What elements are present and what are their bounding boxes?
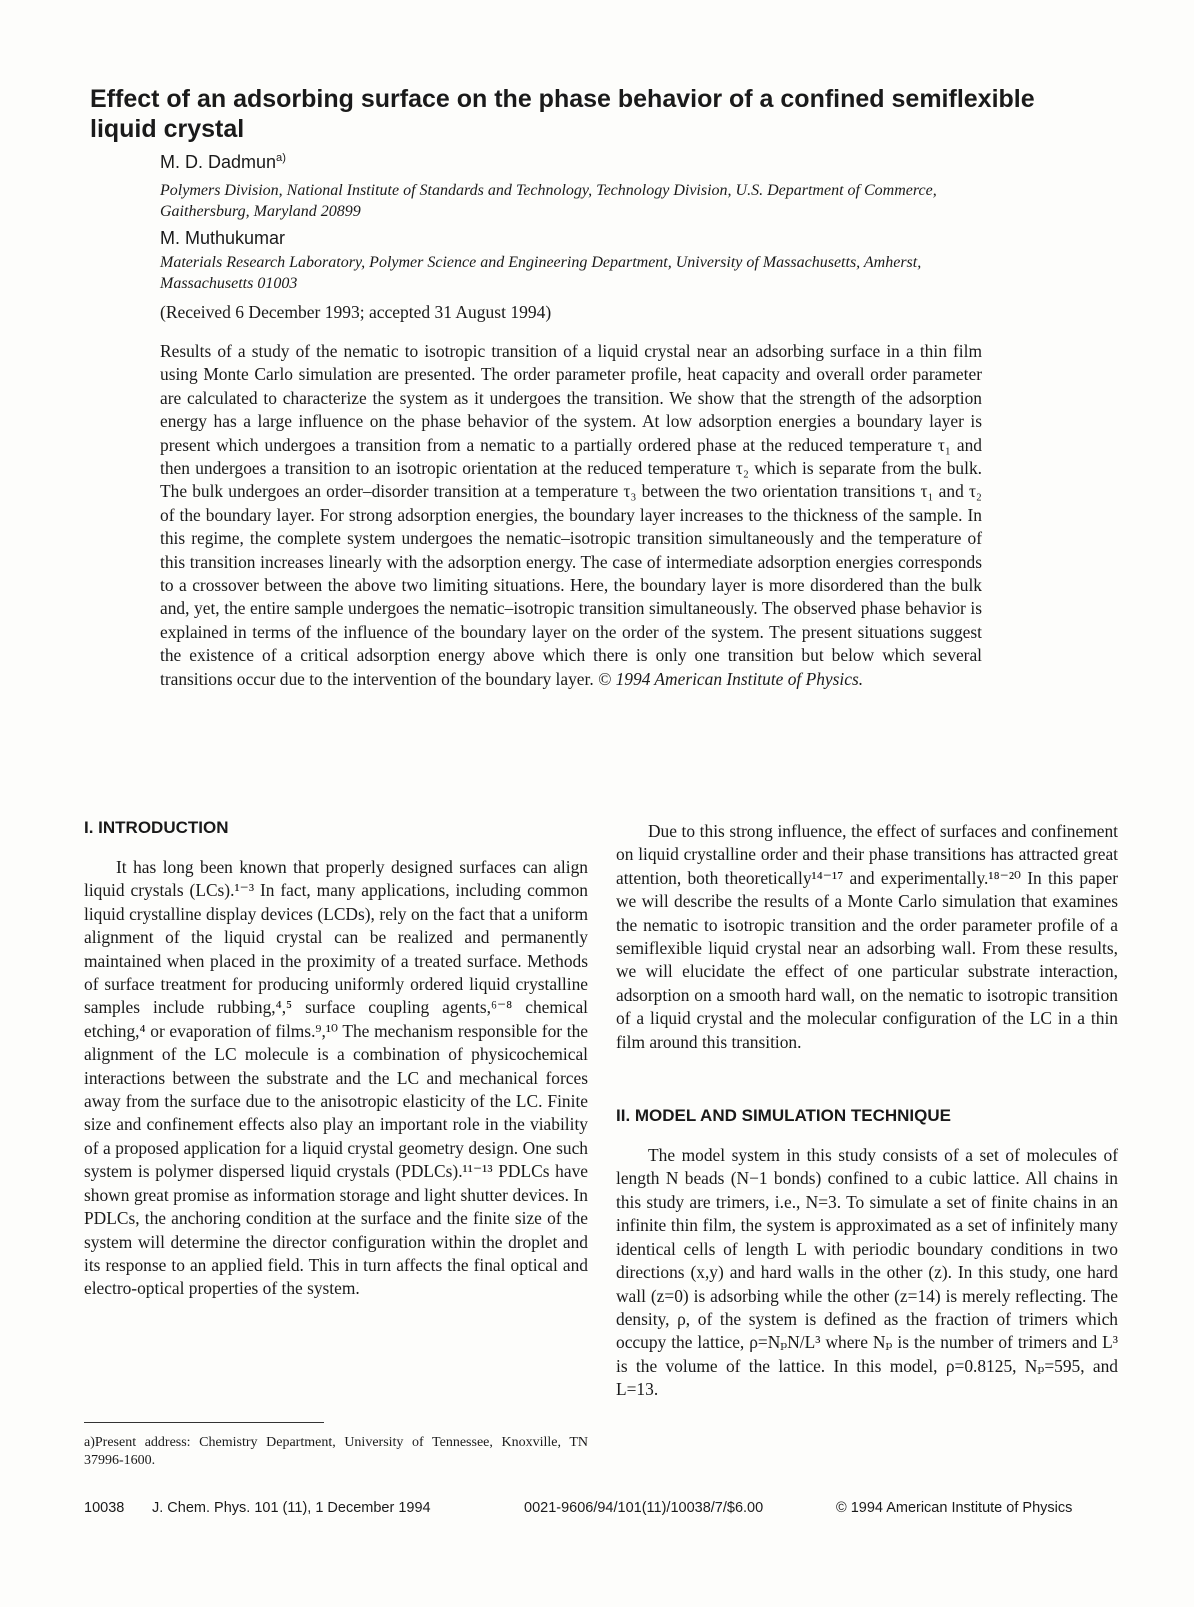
abstract (160, 340, 982, 691)
abstract-text: Results of a study of the nematic to isotropic transition of a liquid crystal near an adsorbing surface in a thin film using Monte Carlo simulation are presented. The order parameter profile, heat capacity and overall order parameter are calculated to characterize the system as it undergoes the transition. We show that the strength of the adsorption energy has a large influence on the phase behavior of the system. At low adsorption energies a boundary layer is present which undergoes a transition from a nematic to a partially ordered phase at the reduced temperature τ₁ and then undergoes a transition to an isotropic orientation at the reduced temperature τ₂ which is separate from the bulk. The bulk undergoes an order–disorder transition at a temperature τ₃ between the two orientation transitions τ₁ and τ₂ of the boundary layer. For strong adsorption energies, the boundary layer increases to the thickness of the sample. In this regime, the complete system undergoes the nematic–isotropic transition simultaneously and the temperature of this transition increases linearly with the adsorption energy. The case of intermediate adsorption energies corresponds to a crossover between the above two limiting situations. Here, the boundary layer is more disordered than the bulk and, yet, the entire sample undergoes the nematic–isotropic transition simultaneously. The observed phase behavior is explained in terms of the influence of the boundary layer on the order of the system. The present situations suggest the existence of a critical adsorption energy above which there is only one transition but below which several transitions occur due to the intervention of the boundary layer. (160, 341, 982, 689)
footnote: a)Present address: Chemistry Department, University of Tennessee, Knoxville, TN 37996-1600. (84, 1435, 588, 1468)
right-column (616, 820, 1118, 1402)
footer-journal: J. Chem. Phys. 101 (11), 1 December 1994 (152, 1500, 431, 1516)
model-heading: II. MODEL AND SIMULATION TECHNIQUE (616, 1106, 951, 1126)
received-dates: (Received 6 December 1993; accepted 31 August 1994) (160, 302, 552, 322)
author-2-affiliation: Materials Research Laboratory, Polymer Science and Engineering Department, University of Massachusetts, Amherst, Massachusetts 01003 (160, 254, 922, 292)
footnote-rule (84, 1422, 324, 1423)
intro-heading: I. INTRODUCTION (84, 818, 229, 837)
footer-code: 0021-9606/94/101(11)/10038/7/$6.00 (524, 1500, 764, 1516)
intro-paragraph-1: It has long been known that properly designed surfaces can align liquid crystals (LCs).¹⁻³ In fact, many applications, including common liquid crystalline display devices (LCDs), rely on the fact that a uniform alignment of the liquid crystal can be realized and permanently maintained when placed in the proximity of a treated surface. Methods of surface treatment for producing uniformly ordered liquid crystalline samples include rubbing,⁴,⁵ surface coupling agents,⁶⁻⁸ chemical etching,⁴ or evaporation of films.⁹,¹⁰ The mechanism responsible for the alignment of the LC molecule is a combination of physicochemical interactions between the substrate and the LC and mechanical forces away from the surface due to the anisotropic elasticity of the LC. Finite size and confinement effects also play an important role in the viability of a proposed application for a liquid crystal geometry design. One such system is polymer dispersed liquid crystals (PDLCs).¹¹⁻¹³ PDLCs have shown great promise as information storage and light shutter devices. In PDLCs, the anchoring condition at the surface and the finite size of the system will determine the director configuration within the droplet and its response to an applied field. This in turn affects the final optical and electro-optical properties of the system. (84, 857, 588, 1299)
author-1-name: M. D. Dadmun (160, 152, 277, 172)
intro-paragraph-2: Due to this strong influence, the effect of surfaces and confinement on liquid crystalline order and their phase transitions has attracted great attention, both theoretically¹⁴⁻¹⁷ and experimentally.¹⁸⁻²⁰ In this paper we will describe the results of a Monte Carlo simulation that examines the nematic to isotropic transition and the order parameter profile of a semiflexible liquid crystal near an adsorbing wall. From these results, we will elucidate the effect of one particular substrate interaction, adsorption on a smooth hard wall, on the nematic to isotropic transition of a liquid crystal and the molecular configuration of the LC in a thin film around this transition. (616, 821, 1118, 1052)
footer-copyright: © 1994 American Institute of Physics (836, 1500, 1073, 1516)
author-1 (160, 152, 286, 173)
left-column (84, 818, 588, 1301)
author-1-affiliation: Polymers Division, National Institute of Standards and Technology, Technology Division, U.S. Department of Commerce, Gaithersburg, Maryland 20899 (160, 182, 937, 220)
model-paragraph-1: The model system in this study consists of a set of molecules of length N beads (N−1 bonds) confined to a cubic lattice. All chains in this study are trimers, i.e., N=3. To simulate a set of finite chains in an infinite thin film, the system is approximated as a set of infinitely many identical cells of length L with periodic boundary conditions in two directions (x,y) and hard walls in the other (z). In this study, one hard wall (z=0) is adsorbing while the other (z=14) is merely reflecting. The density, ρ, of the system is defined as the fraction of trimers which occupy the lattice, ρ=NₚN/L³ where Nₚ is the number of trimers and L³ is the volume of the lattice. In this model, ρ=0.8125, Nₚ=595, and L=13. (616, 1145, 1118, 1400)
footer-page-number: 10038 (84, 1500, 125, 1516)
paper-title: Effect of an adsorbing surface on the phase behavior of a confined semiflexible liquid crystal (90, 85, 1035, 143)
author-2-name: M. Muthukumar (160, 228, 286, 248)
author-1-note: a) (276, 152, 286, 164)
abstract-copyright: © 1994 American Institute of Physics. (598, 668, 864, 689)
